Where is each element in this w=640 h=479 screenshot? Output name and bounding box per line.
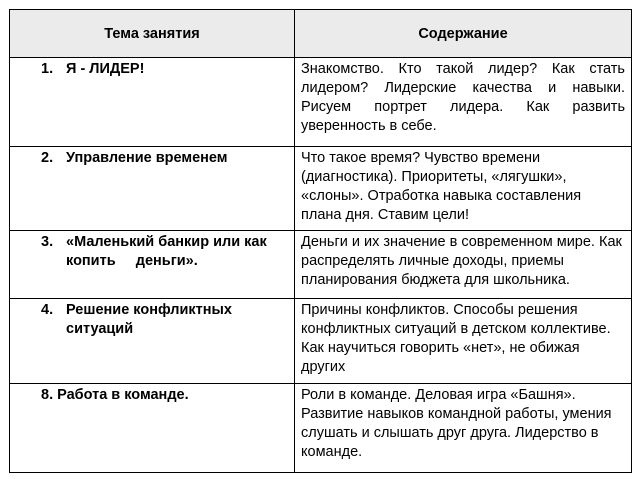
topic-cell	[10, 58, 295, 147]
topic-cell	[10, 384, 295, 473]
topic-title: «Маленький банкир или как копить деньги».	[66, 234, 271, 269]
topic-cell	[10, 299, 295, 384]
content-cell: Роли в команде. Деловая игра «Башня». Развитие навыков командной работы, умения слушать и слышать друг друга. Лидерство в команде.	[295, 384, 632, 473]
row-number: 3.	[41, 234, 54, 250]
topic-column-header: Тема занятия	[10, 10, 295, 58]
table-header-row	[10, 10, 632, 58]
topic-title: Я - ЛИДЕР!	[66, 61, 145, 77]
table-row	[10, 231, 632, 299]
table-row	[10, 299, 632, 384]
row-number: 8.	[41, 387, 54, 403]
content-column-header: Содержание	[295, 10, 632, 58]
row-number: 1.	[41, 61, 54, 77]
lessons-table	[9, 9, 632, 473]
topic-title: Решение конфликтных ситуаций	[66, 302, 232, 337]
topic-cell	[10, 231, 295, 299]
content-cell: Деньги и их значение в современном мире. Как распределять личные доходы, приемы планирования бюджета для школьника.	[295, 231, 632, 299]
row-number: 2.	[41, 150, 54, 166]
topic-title: Управление временем	[66, 150, 228, 166]
row-number: 4.	[41, 302, 54, 318]
topic-title: Работа в команде.	[57, 387, 189, 403]
table-row	[10, 58, 632, 147]
table-row	[10, 384, 632, 473]
content-cell: Причины конфликтов. Способы решения конфликтных ситуаций в детском коллективе. Как научиться говорить «нет», не обижая других	[295, 299, 632, 384]
content-cell: Знакомство. Кто такой лидер? Как стать лидером? Лидерские качества и навыки. Рисуем портрет лидера. Как развить уверенность в себе.	[295, 58, 632, 147]
topic-cell	[10, 147, 295, 231]
table-row	[10, 147, 632, 231]
content-cell: Что такое время? Чувство времени (диагностика). Приоритеты, «лягушки», «слоны». Отработка навыка составления плана дня. Ставим цели!	[295, 147, 632, 231]
